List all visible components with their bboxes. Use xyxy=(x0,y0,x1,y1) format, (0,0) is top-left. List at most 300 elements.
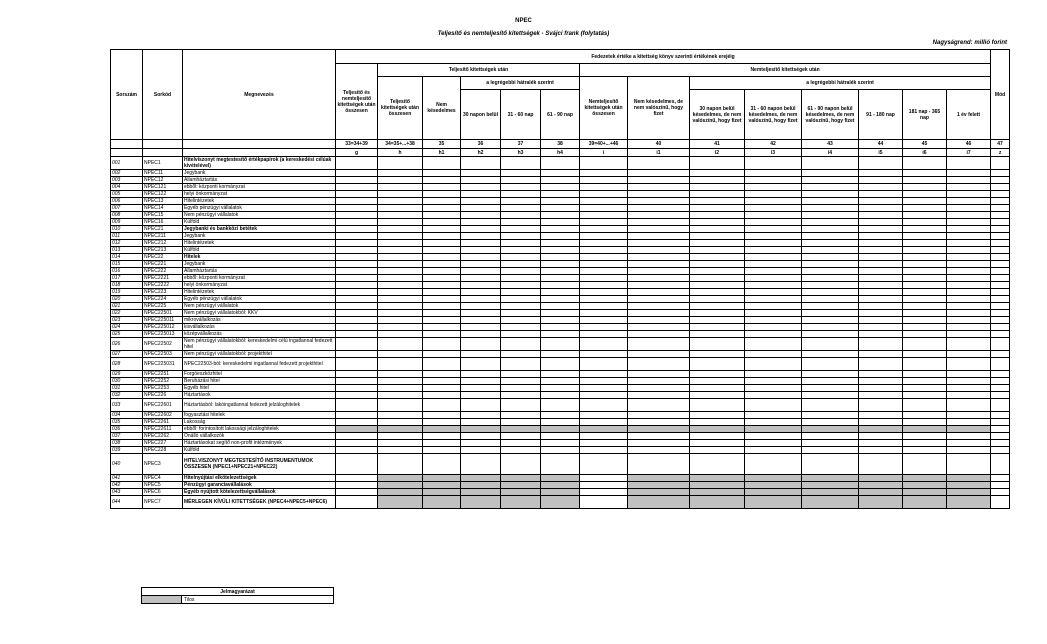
data-cell[interactable] xyxy=(541,198,580,205)
data-cell[interactable] xyxy=(580,440,628,447)
data-cell[interactable] xyxy=(947,392,991,399)
data-cell[interactable] xyxy=(991,170,1010,177)
data-cell[interactable] xyxy=(580,371,628,378)
data-cell[interactable] xyxy=(991,240,1010,247)
data-cell[interactable] xyxy=(947,440,991,447)
data-cell[interactable] xyxy=(461,392,501,399)
data-cell[interactable] xyxy=(802,371,859,378)
data-cell[interactable] xyxy=(947,303,991,310)
data-cell[interactable] xyxy=(802,351,859,358)
data-cell[interactable] xyxy=(628,433,690,440)
data-cell[interactable] xyxy=(336,482,378,489)
data-cell[interactable] xyxy=(628,282,690,289)
data-cell[interactable] xyxy=(859,358,903,371)
data-cell[interactable] xyxy=(378,247,423,254)
data-cell[interactable] xyxy=(336,496,378,509)
data-cell[interactable] xyxy=(690,296,745,303)
data-cell[interactable] xyxy=(541,385,580,392)
data-cell[interactable] xyxy=(541,177,580,184)
data-cell[interactable] xyxy=(690,378,745,385)
data-cell[interactable] xyxy=(336,198,378,205)
data-cell[interactable] xyxy=(802,226,859,233)
data-cell[interactable] xyxy=(541,303,580,310)
data-cell[interactable] xyxy=(501,184,541,191)
data-cell[interactable] xyxy=(991,254,1010,261)
data-cell[interactable] xyxy=(378,268,423,275)
data-cell[interactable] xyxy=(628,324,690,331)
data-cell[interactable] xyxy=(745,392,802,399)
data-cell[interactable] xyxy=(690,157,745,170)
data-cell[interactable] xyxy=(859,289,903,296)
data-cell[interactable] xyxy=(745,331,802,338)
data-cell[interactable] xyxy=(461,184,501,191)
data-cell[interactable] xyxy=(745,338,802,351)
data-cell[interactable] xyxy=(947,177,991,184)
data-cell[interactable] xyxy=(903,385,947,392)
data-cell[interactable] xyxy=(859,371,903,378)
data-cell[interactable] xyxy=(991,303,1010,310)
data-cell[interactable] xyxy=(541,358,580,371)
data-cell[interactable] xyxy=(501,454,541,475)
data-cell[interactable] xyxy=(580,433,628,440)
data-cell[interactable] xyxy=(947,170,991,177)
data-cell[interactable] xyxy=(580,177,628,184)
data-cell[interactable] xyxy=(461,351,501,358)
data-cell[interactable] xyxy=(802,157,859,170)
data-cell[interactable] xyxy=(501,219,541,226)
data-cell[interactable] xyxy=(423,351,461,358)
data-cell[interactable] xyxy=(580,184,628,191)
data-cell[interactable] xyxy=(947,385,991,392)
data-cell[interactable] xyxy=(628,157,690,170)
data-cell[interactable] xyxy=(336,275,378,282)
data-cell[interactable] xyxy=(690,205,745,212)
data-cell[interactable] xyxy=(423,157,461,170)
data-cell[interactable] xyxy=(541,412,580,419)
data-cell[interactable] xyxy=(541,240,580,247)
data-cell[interactable] xyxy=(580,261,628,268)
data-cell[interactable] xyxy=(378,170,423,177)
data-cell[interactable] xyxy=(501,226,541,233)
data-cell[interactable] xyxy=(628,454,690,475)
data-cell[interactable] xyxy=(628,412,690,419)
data-cell[interactable] xyxy=(859,191,903,198)
data-cell[interactable] xyxy=(991,275,1010,282)
data-cell[interactable] xyxy=(423,310,461,317)
data-cell[interactable] xyxy=(580,275,628,282)
data-cell[interactable] xyxy=(859,247,903,254)
data-cell[interactable] xyxy=(903,275,947,282)
data-cell[interactable] xyxy=(991,184,1010,191)
data-cell[interactable] xyxy=(903,378,947,385)
data-cell[interactable] xyxy=(580,233,628,240)
data-cell[interactable] xyxy=(903,247,947,254)
data-cell[interactable] xyxy=(745,212,802,219)
data-cell[interactable] xyxy=(423,412,461,419)
data-cell[interactable] xyxy=(461,440,501,447)
data-cell[interactable] xyxy=(991,296,1010,303)
data-cell[interactable] xyxy=(628,317,690,324)
data-cell[interactable] xyxy=(628,399,690,412)
data-cell[interactable] xyxy=(423,177,461,184)
data-cell[interactable] xyxy=(903,454,947,475)
data-cell[interactable] xyxy=(423,303,461,310)
data-cell[interactable] xyxy=(802,454,859,475)
data-cell[interactable] xyxy=(802,303,859,310)
data-cell[interactable] xyxy=(628,226,690,233)
data-cell[interactable] xyxy=(580,447,628,454)
data-cell[interactable] xyxy=(378,358,423,371)
data-cell[interactable] xyxy=(802,310,859,317)
data-cell[interactable] xyxy=(336,385,378,392)
data-cell[interactable] xyxy=(947,212,991,219)
data-cell[interactable] xyxy=(501,440,541,447)
data-cell[interactable] xyxy=(336,317,378,324)
data-cell[interactable] xyxy=(859,205,903,212)
data-cell[interactable] xyxy=(628,177,690,184)
data-cell[interactable] xyxy=(859,317,903,324)
data-cell[interactable] xyxy=(859,226,903,233)
data-cell[interactable] xyxy=(628,371,690,378)
data-cell[interactable] xyxy=(580,170,628,177)
data-cell[interactable] xyxy=(947,296,991,303)
data-cell[interactable] xyxy=(903,268,947,275)
data-cell[interactable] xyxy=(580,412,628,419)
data-cell[interactable] xyxy=(947,358,991,371)
data-cell[interactable] xyxy=(501,433,541,440)
data-cell[interactable] xyxy=(991,482,1010,489)
data-cell[interactable] xyxy=(461,447,501,454)
data-cell[interactable] xyxy=(991,226,1010,233)
data-cell[interactable] xyxy=(745,247,802,254)
data-cell[interactable] xyxy=(745,268,802,275)
data-cell[interactable] xyxy=(947,261,991,268)
data-cell[interactable] xyxy=(423,419,461,426)
data-cell[interactable] xyxy=(947,289,991,296)
data-cell[interactable] xyxy=(947,268,991,275)
data-cell[interactable] xyxy=(461,157,501,170)
data-cell[interactable] xyxy=(690,392,745,399)
data-cell[interactable] xyxy=(859,212,903,219)
data-cell[interactable] xyxy=(580,475,628,482)
data-cell[interactable] xyxy=(947,247,991,254)
data-cell[interactable] xyxy=(991,496,1010,509)
data-cell[interactable] xyxy=(859,454,903,475)
data-cell[interactable] xyxy=(501,212,541,219)
data-cell[interactable] xyxy=(903,392,947,399)
data-cell[interactable] xyxy=(378,261,423,268)
data-cell[interactable] xyxy=(423,371,461,378)
data-cell[interactable] xyxy=(991,338,1010,351)
data-cell[interactable] xyxy=(991,392,1010,399)
data-cell[interactable] xyxy=(690,358,745,371)
data-cell[interactable] xyxy=(378,412,423,419)
data-cell[interactable] xyxy=(903,296,947,303)
data-cell[interactable] xyxy=(580,219,628,226)
data-cell[interactable] xyxy=(378,399,423,412)
data-cell[interactable] xyxy=(690,247,745,254)
data-cell[interactable] xyxy=(690,275,745,282)
data-cell[interactable] xyxy=(903,338,947,351)
data-cell[interactable] xyxy=(501,247,541,254)
data-cell[interactable] xyxy=(580,157,628,170)
data-cell[interactable] xyxy=(991,247,1010,254)
data-cell[interactable] xyxy=(423,385,461,392)
data-cell[interactable] xyxy=(991,385,1010,392)
data-cell[interactable] xyxy=(628,351,690,358)
data-cell[interactable] xyxy=(423,399,461,412)
data-cell[interactable] xyxy=(690,317,745,324)
data-cell[interactable] xyxy=(378,282,423,289)
data-cell[interactable] xyxy=(580,212,628,219)
data-cell[interactable] xyxy=(628,268,690,275)
data-cell[interactable] xyxy=(580,351,628,358)
data-cell[interactable] xyxy=(336,358,378,371)
data-cell[interactable] xyxy=(991,317,1010,324)
data-cell[interactable] xyxy=(690,440,745,447)
data-cell[interactable] xyxy=(802,212,859,219)
data-cell[interactable] xyxy=(628,310,690,317)
data-cell[interactable] xyxy=(378,212,423,219)
data-cell[interactable] xyxy=(903,177,947,184)
data-cell[interactable] xyxy=(336,433,378,440)
data-cell[interactable] xyxy=(991,351,1010,358)
data-cell[interactable] xyxy=(903,261,947,268)
data-cell[interactable] xyxy=(461,338,501,351)
data-cell[interactable] xyxy=(501,261,541,268)
data-cell[interactable] xyxy=(690,261,745,268)
data-cell[interactable] xyxy=(745,275,802,282)
data-cell[interactable] xyxy=(461,317,501,324)
data-cell[interactable] xyxy=(859,282,903,289)
data-cell[interactable] xyxy=(690,219,745,226)
data-cell[interactable] xyxy=(745,184,802,191)
data-cell[interactable] xyxy=(903,399,947,412)
data-cell[interactable] xyxy=(501,296,541,303)
data-cell[interactable] xyxy=(859,219,903,226)
data-cell[interactable] xyxy=(859,447,903,454)
data-cell[interactable] xyxy=(947,310,991,317)
data-cell[interactable] xyxy=(501,157,541,170)
data-cell[interactable] xyxy=(947,378,991,385)
data-cell[interactable] xyxy=(947,331,991,338)
data-cell[interactable] xyxy=(991,233,1010,240)
data-cell[interactable] xyxy=(501,358,541,371)
data-cell[interactable] xyxy=(802,412,859,419)
data-cell[interactable] xyxy=(903,412,947,419)
data-cell[interactable] xyxy=(501,268,541,275)
data-cell[interactable] xyxy=(378,324,423,331)
data-cell[interactable] xyxy=(580,226,628,233)
data-cell[interactable] xyxy=(461,296,501,303)
data-cell[interactable] xyxy=(947,282,991,289)
data-cell[interactable] xyxy=(378,240,423,247)
data-cell[interactable] xyxy=(336,240,378,247)
data-cell[interactable] xyxy=(991,289,1010,296)
data-cell[interactable] xyxy=(903,331,947,338)
data-cell[interactable] xyxy=(991,426,1010,433)
data-cell[interactable] xyxy=(541,419,580,426)
data-cell[interactable] xyxy=(991,358,1010,371)
data-cell[interactable] xyxy=(859,177,903,184)
data-cell[interactable] xyxy=(802,240,859,247)
data-cell[interactable] xyxy=(991,261,1010,268)
data-cell[interactable] xyxy=(859,419,903,426)
data-cell[interactable] xyxy=(501,378,541,385)
data-cell[interactable] xyxy=(745,170,802,177)
data-cell[interactable] xyxy=(690,170,745,177)
data-cell[interactable] xyxy=(802,358,859,371)
data-cell[interactable] xyxy=(461,275,501,282)
data-cell[interactable] xyxy=(903,254,947,261)
data-cell[interactable] xyxy=(461,198,501,205)
data-cell[interactable] xyxy=(802,254,859,261)
data-cell[interactable] xyxy=(690,371,745,378)
data-cell[interactable] xyxy=(501,324,541,331)
data-cell[interactable] xyxy=(859,233,903,240)
data-cell[interactable] xyxy=(378,303,423,310)
data-cell[interactable] xyxy=(745,177,802,184)
data-cell[interactable] xyxy=(991,412,1010,419)
data-cell[interactable] xyxy=(541,338,580,351)
data-cell[interactable] xyxy=(378,317,423,324)
data-cell[interactable] xyxy=(541,331,580,338)
data-cell[interactable] xyxy=(580,247,628,254)
data-cell[interactable] xyxy=(991,371,1010,378)
data-cell[interactable] xyxy=(541,247,580,254)
data-cell[interactable] xyxy=(423,338,461,351)
data-cell[interactable] xyxy=(541,233,580,240)
data-cell[interactable] xyxy=(690,212,745,219)
data-cell[interactable] xyxy=(336,489,378,496)
data-cell[interactable] xyxy=(580,254,628,261)
data-cell[interactable] xyxy=(745,191,802,198)
data-cell[interactable] xyxy=(859,261,903,268)
data-cell[interactable] xyxy=(745,198,802,205)
data-cell[interactable] xyxy=(541,399,580,412)
data-cell[interactable] xyxy=(423,170,461,177)
data-cell[interactable] xyxy=(628,296,690,303)
data-cell[interactable] xyxy=(859,351,903,358)
data-cell[interactable] xyxy=(501,447,541,454)
data-cell[interactable] xyxy=(628,261,690,268)
data-cell[interactable] xyxy=(745,282,802,289)
data-cell[interactable] xyxy=(336,261,378,268)
data-cell[interactable] xyxy=(802,331,859,338)
data-cell[interactable] xyxy=(423,261,461,268)
data-cell[interactable] xyxy=(378,385,423,392)
data-cell[interactable] xyxy=(423,289,461,296)
data-cell[interactable] xyxy=(541,184,580,191)
data-cell[interactable] xyxy=(541,254,580,261)
data-cell[interactable] xyxy=(991,475,1010,482)
data-cell[interactable] xyxy=(947,198,991,205)
data-cell[interactable] xyxy=(947,157,991,170)
data-cell[interactable] xyxy=(802,261,859,268)
data-cell[interactable] xyxy=(580,331,628,338)
data-cell[interactable] xyxy=(690,351,745,358)
data-cell[interactable] xyxy=(423,184,461,191)
data-cell[interactable] xyxy=(336,454,378,475)
data-cell[interactable] xyxy=(859,310,903,317)
data-cell[interactable] xyxy=(628,233,690,240)
data-cell[interactable] xyxy=(461,212,501,219)
data-cell[interactable] xyxy=(745,254,802,261)
data-cell[interactable] xyxy=(541,378,580,385)
data-cell[interactable] xyxy=(903,419,947,426)
data-cell[interactable] xyxy=(690,399,745,412)
data-cell[interactable] xyxy=(378,351,423,358)
data-cell[interactable] xyxy=(628,191,690,198)
data-cell[interactable] xyxy=(947,399,991,412)
data-cell[interactable] xyxy=(423,268,461,275)
data-cell[interactable] xyxy=(802,268,859,275)
data-cell[interactable] xyxy=(461,177,501,184)
data-cell[interactable] xyxy=(378,392,423,399)
data-cell[interactable] xyxy=(745,324,802,331)
data-cell[interactable] xyxy=(461,282,501,289)
data-cell[interactable] xyxy=(947,219,991,226)
data-cell[interactable] xyxy=(378,191,423,198)
data-cell[interactable] xyxy=(541,261,580,268)
data-cell[interactable] xyxy=(541,157,580,170)
data-cell[interactable] xyxy=(991,212,1010,219)
data-cell[interactable] xyxy=(903,310,947,317)
data-cell[interactable] xyxy=(501,399,541,412)
data-cell[interactable] xyxy=(461,419,501,426)
data-cell[interactable] xyxy=(580,358,628,371)
data-cell[interactable] xyxy=(336,351,378,358)
data-cell[interactable] xyxy=(947,191,991,198)
data-cell[interactable] xyxy=(541,392,580,399)
data-cell[interactable] xyxy=(378,454,423,475)
data-cell[interactable] xyxy=(628,275,690,282)
data-cell[interactable] xyxy=(580,392,628,399)
data-cell[interactable] xyxy=(423,331,461,338)
data-cell[interactable] xyxy=(690,324,745,331)
data-cell[interactable] xyxy=(745,157,802,170)
data-cell[interactable] xyxy=(690,184,745,191)
data-cell[interactable] xyxy=(690,282,745,289)
data-cell[interactable] xyxy=(378,338,423,351)
data-cell[interactable] xyxy=(336,226,378,233)
data-cell[interactable] xyxy=(947,412,991,419)
data-cell[interactable] xyxy=(423,358,461,371)
data-cell[interactable] xyxy=(628,419,690,426)
data-cell[interactable] xyxy=(336,177,378,184)
data-cell[interactable] xyxy=(745,261,802,268)
data-cell[interactable] xyxy=(802,191,859,198)
data-cell[interactable] xyxy=(628,212,690,219)
data-cell[interactable] xyxy=(580,191,628,198)
data-cell[interactable] xyxy=(628,303,690,310)
data-cell[interactable] xyxy=(541,351,580,358)
data-cell[interactable] xyxy=(336,331,378,338)
data-cell[interactable] xyxy=(336,247,378,254)
data-cell[interactable] xyxy=(580,419,628,426)
data-cell[interactable] xyxy=(336,475,378,482)
data-cell[interactable] xyxy=(859,157,903,170)
data-cell[interactable] xyxy=(802,385,859,392)
data-cell[interactable] xyxy=(903,433,947,440)
data-cell[interactable] xyxy=(423,378,461,385)
data-cell[interactable] xyxy=(541,226,580,233)
data-cell[interactable] xyxy=(628,198,690,205)
data-cell[interactable] xyxy=(745,226,802,233)
data-cell[interactable] xyxy=(541,191,580,198)
data-cell[interactable] xyxy=(690,303,745,310)
data-cell[interactable] xyxy=(947,433,991,440)
